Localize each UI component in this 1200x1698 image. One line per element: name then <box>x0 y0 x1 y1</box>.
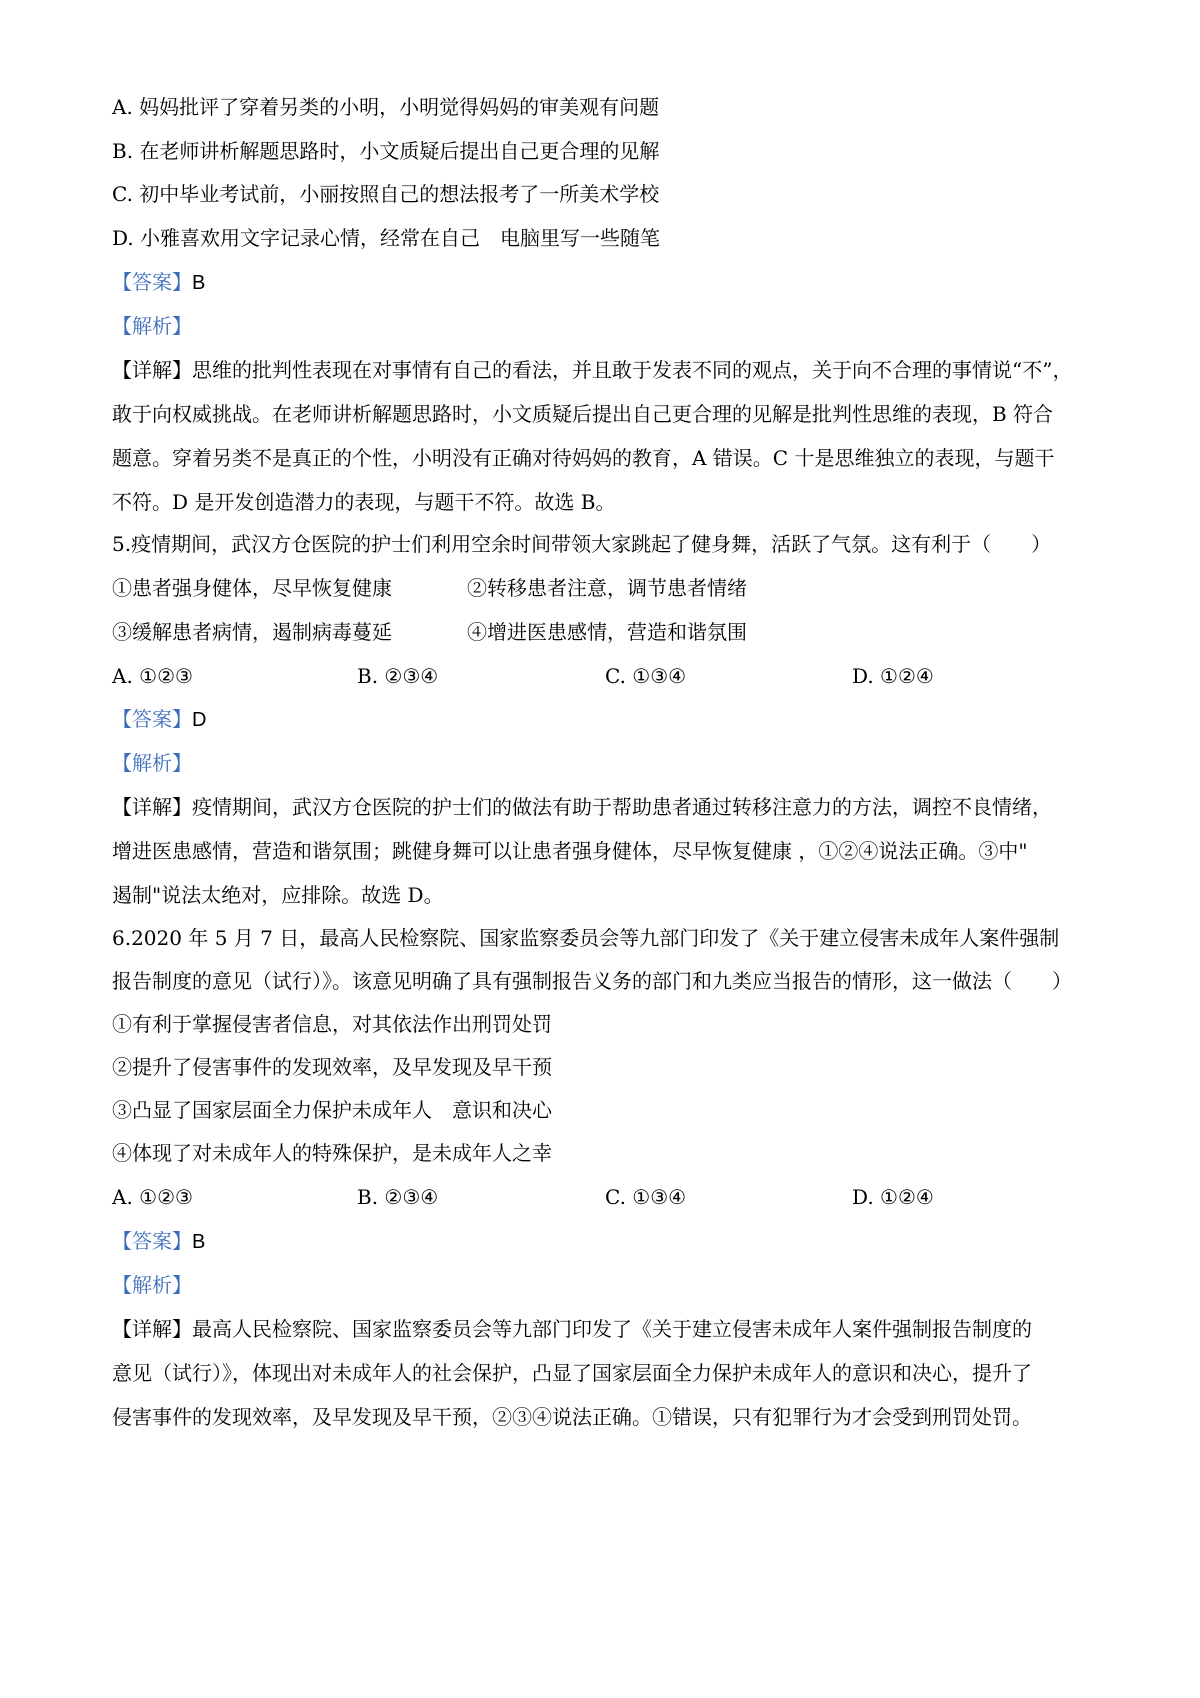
q6-option-b: B. ②③④ <box>357 1185 439 1209</box>
q4-answer-value: B <box>192 272 206 294</box>
q4-option-a: A. 妈妈批评了穿着另类的小明，小明觉得妈妈的审美观有问题 <box>112 95 660 119</box>
answer-label: 【答案】 <box>112 1229 192 1253</box>
q5-item-3: ③缓解患者病情，遏制病毒蔓延 <box>112 620 392 644</box>
q5-item-2: ②转移患者注意，调节患者情绪 <box>467 576 747 600</box>
analysis-label: 【解析】 <box>112 751 192 775</box>
q4-detail-line-2: 敢于向权威挑战。在老师讲析解题思路时，小文质疑后提出自己更合理的见解是批判性思维的表现，B 符合 <box>112 402 1054 426</box>
q6-item-1: ①有利于掌握侵害者信息，对其依法作出刑罚处罚 <box>112 1012 552 1036</box>
q6-detail-line-1 <box>112 1317 1102 1341</box>
q5-option-a: A. ①②③ <box>112 664 193 688</box>
q6-item-2: ②提升了侵害事件的发现效率，及早发现及早干预 <box>112 1055 552 1079</box>
q5-options <box>112 664 1102 688</box>
q6-answer-line <box>112 1229 1102 1254</box>
q6-detail-text-1: 最高人民检察院、国家监察委员会等九部门印发了《关于建立侵害未成年人案件强制报告制度的 <box>192 1317 1032 1341</box>
q5-answer-value: D <box>192 709 207 731</box>
q4-answer-line <box>112 270 1102 295</box>
q6-detail-line-3: 侵害事件的发现效率，及早发现及早干预，②③④说法正确。①错误，只有犯罪行为才会受到刑罚处罚。 <box>112 1405 1032 1429</box>
q5-option-c: C. ①③④ <box>605 664 687 688</box>
analysis-label: 【解析】 <box>112 1273 192 1297</box>
detail-label: 【详解】 <box>112 1317 192 1341</box>
q6-item-4: ④体现了对未成年人的特殊保护，是未成年人之幸 <box>112 1141 552 1165</box>
answer-label: 【答案】 <box>112 707 192 731</box>
q5-item-1: ①患者强身健体，尽早恢复健康 <box>112 576 392 600</box>
q4-detail-line-3: 题意。穿着另类不是真正的个性，小明没有正确对待妈妈的教育，A 错误。C 十是思维独立的表现，与题干 <box>112 446 1055 470</box>
q6-answer-value: B <box>192 1231 206 1253</box>
q4-option-b: B. 在老师讲析解题思路时，小文质疑后提出自己更合理的见解 <box>112 139 660 163</box>
q5-detail-line-2: 增进医患感情，营造和谐氛围；跳健身舞可以让患者强身健体，尽早恢复健康 ，①②④说法正确。③中" <box>112 839 1028 863</box>
q5-detail-line-3: 遏制"说法太绝对，应排除。故选 D。 <box>112 883 444 907</box>
q4-detail-line-4: 不符。D 是开发创造潜力的表现，与题干不符。故选 B。 <box>112 490 616 514</box>
detail-label: 【详解】 <box>112 795 192 819</box>
q5-detail-line-1 <box>112 795 1102 819</box>
q5-items-row-2 <box>112 620 1102 644</box>
q5-stem: 5.疫情期间，武汉方仓医院的护士们利用空余时间带领大家跳起了健身舞，活跃了气氛。这有利于（ ） <box>112 532 1052 556</box>
q6-stem-line-2: 报告制度的意见（试行）》。该意见明确了具有强制报告义务的部门和九类应当报告的情形，这一做法（ ） <box>112 969 1072 993</box>
q4-detail-text-1: 思维的批判性表现在对事情有自己的看法，并且敢于发表不同的观点，关于向不合理的事情说“不”， <box>192 358 1073 382</box>
q6-option-d: D. ①②④ <box>852 1185 934 1209</box>
q4-option-d: D. 小雅喜欢用文字记录心情，经常在自己 电脑里写一些随笔 <box>112 226 661 250</box>
q6-analysis-line <box>112 1273 1102 1297</box>
q6-options <box>112 1185 1102 1209</box>
q5-option-d: D. ①②④ <box>852 664 934 688</box>
q5-detail-text-1: 疫情期间，武汉方仓医院的护士们的做法有助于帮助患者通过转移注意力的方法，调控不良情绪， <box>192 795 1052 819</box>
q6-detail-line-2: 意见（试行）》，体现出对未成年人的社会保护，凸显了国家层面全力保护未成年人的意识和决心，提升了 <box>112 1361 1032 1385</box>
q6-item-3: ③凸显了国家层面全力保护未成年人 意识和决心 <box>112 1098 552 1122</box>
q4-detail-line-1 <box>112 358 1102 382</box>
q5-analysis-line <box>112 751 1102 775</box>
q6-option-a: A. ①②③ <box>112 1185 193 1209</box>
detail-label: 【详解】 <box>112 358 192 382</box>
q4-analysis-line <box>112 314 1102 338</box>
q5-items-row-1 <box>112 576 1102 600</box>
q5-option-b: B. ②③④ <box>357 664 439 688</box>
q6-stem-line-1: 6.2020 年 5 月 7 日，最高人民检察院、国家监察委员会等九部门印发了《关于建立侵害未成年人案件强制 <box>112 926 1060 950</box>
q6-option-c: C. ①③④ <box>605 1185 687 1209</box>
answer-label: 【答案】 <box>112 270 192 294</box>
q5-answer-line <box>112 707 1102 732</box>
q4-option-c: C. 初中毕业考试前，小丽按照自己的想法报考了一所美术学校 <box>112 182 660 206</box>
q5-item-4: ④增进医患感情，营造和谐氛围 <box>467 620 747 644</box>
analysis-label: 【解析】 <box>112 314 192 338</box>
